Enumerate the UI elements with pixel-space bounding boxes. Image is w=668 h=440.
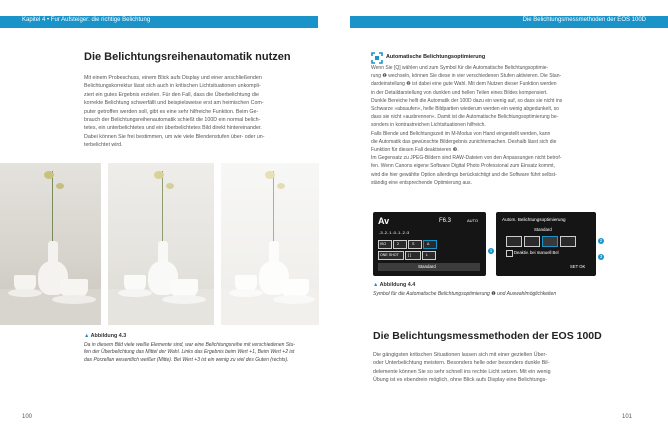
tip-line: Im Gegensatz zu JPEG-Bildern sind RAW-Dateien von den Anpassungen nicht betrof- (371, 155, 562, 162)
section-header-text: Die Belichtungsmessmethoden der EOS 100D (522, 17, 646, 23)
lcd-cell-label: L (426, 253, 428, 257)
disable-checkbox (506, 250, 513, 257)
tip-line: Funktion für diesen Fall deaktivieren ❸. (371, 147, 459, 154)
tip-line: dardeinstellung ❷ ist dabei eine gute Wahl. Mit dem Nutzen dieser Funktion werden (371, 81, 557, 88)
selected-level-label: Standard (534, 227, 552, 232)
left-page-number: 100 (22, 414, 33, 420)
right-body-text (373, 351, 608, 385)
auto-lighting-optimizer-cell (423, 240, 437, 249)
body-line: delemente können Sie so sehr schnell ins rechte Licht setzen. Mit ein wenig (373, 368, 551, 375)
exposure-photo-plus3 (221, 163, 319, 325)
body-line: ziert ein gutes Ergebnis erzielen. Für den Fall, dass die Überbelichtung die (84, 91, 259, 98)
body-line: brauch der Belichtungsreihenautomatik schießt die 100D ein normal belich- (84, 117, 261, 124)
figure-4-4-caption-title (373, 282, 415, 288)
iso-value: AUTO (467, 218, 479, 223)
body-line: Die gängigsten kritischen Situationen lassen sich mit einer gezielten Über- (373, 352, 548, 358)
caption-line: das Porzellan wesentlich weißer (Mitte). Bei Wert +3 ist ein wenig zu viel des Guten (rechts). (84, 356, 289, 363)
figure-caption-title (84, 333, 126, 339)
section-header-bar (350, 16, 668, 28)
caption-marker-icon: ▲ (84, 333, 90, 339)
lcd-cell (393, 240, 407, 249)
right-page-number: 101 (622, 414, 633, 420)
tip-line: sonders in kontrastreichen Lichtsituationen hilfreich. (371, 122, 486, 129)
body-line: puter getroffen werden soll, gibt es eine sehr hilfreiche Funktion. Beim Ge- (84, 108, 259, 115)
body-line: tetes, ein unterbelichtetes und ein überbelichtetes Bild direkt hintereinander. (84, 125, 262, 132)
body-line: korrekte Belichtung schwerfällt und beispielsweise erst am heimischen Com- (84, 100, 264, 107)
screen-title: Autom. Belichtungsoptimierung (502, 217, 566, 222)
tip-line: Falls Blende und Belichtungszeit im M-Modus von Hand eingestellt werden, kann (371, 130, 551, 137)
lcd-cell-label: A (427, 242, 430, 246)
tip-line: ständig eine entsprechende Optimierung aus. (371, 179, 472, 186)
lcd-cell (405, 251, 421, 260)
exposure-photo-plus1 (0, 163, 101, 325)
tip-line: wird die hier gewählte Option allerdings berücksichtigt und die Software führt selbst- (371, 171, 557, 178)
lcd-cell-label: ISO (380, 242, 387, 246)
lcd-cell (378, 251, 404, 260)
tip-line: fen. Wenn Canons eigene Software Digital Photo Professional zum Einsatz kommt, (371, 163, 555, 170)
picture-style-bar (378, 263, 480, 271)
left-page-title: Die Belichtungsreihenautomatik nutzen (84, 51, 291, 63)
figure-caption-text (84, 342, 316, 364)
figure-caption-label: Abbildung 4.4 (379, 282, 416, 288)
body-line: oder Unterbelichtung meistern. Besonders helle oder besonders dunkle Bil- (373, 360, 550, 367)
lcd-cell-label: 2 (397, 242, 399, 246)
exposure-scale: -3..2..1..0..1..2.:3 (379, 230, 410, 235)
camera-quick-control-screen (373, 212, 486, 276)
checkbox-label: Deaktiv. bei manuell Bel (514, 250, 559, 255)
lcd-cell-label: S (412, 242, 415, 246)
lcd-cell (422, 251, 436, 260)
lcd-cell-label: [ ] (408, 253, 411, 257)
level-strong-option (560, 236, 576, 247)
tip-line: in der Detaildarstellung von dunklen und hellen Teilen eines Bildes kompensiert. (371, 89, 548, 96)
picture-style-label: Standard (418, 264, 436, 269)
tip-box-icon (371, 51, 383, 63)
callout-3-icon: 3 (599, 254, 603, 259)
body-line: Belichtungskorrektur lässt sich auch in kritischen Lichtsituationen unkompli- (84, 83, 261, 90)
aperture-value: F6.3 (439, 218, 452, 224)
figure-4-4-caption-text: Symbol für die Automatische Belichtungsoptimierung ❶ und Auswahlmöglichkeiten (373, 291, 557, 297)
shooting-mode-label: Av (378, 216, 390, 226)
caption-line: fen der Überbelichtung das Mittel der Wahl. Links das Ergebnis beim Wert +1, Beim Wert +2 ist (84, 349, 295, 356)
level-low-option (524, 236, 540, 247)
tip-line: Schwarze »absaufen«, helle Bildpartien wiederum werden ein wenig abgedunkelt, so (371, 106, 559, 113)
right-page-title: Die Belichtungsmessmethoden der EOS 100D (373, 330, 602, 342)
tip-line: die Automatik das gewünschte Bildergebnis zunichtemachen. Deshalb lässt sich die (371, 138, 557, 145)
callout-2-icon: 2 (599, 238, 603, 243)
tip-line: Dunkle Bereiche hellt die Automatik der 100D dazu ein wenig auf, so dass sie nicht ins (371, 97, 563, 104)
set-ok-label: SET OK (570, 264, 586, 269)
lcd-cell (408, 240, 422, 249)
body-line: Dabei können Sie frei bestimmen, um wie viele Blendenstufen über- oder un- (84, 133, 265, 140)
figure-caption-label: Abbildung 4.3 (90, 333, 127, 339)
caption-line: Da in diesem Bild viele weiße Elemente sind, war eine Belichtungsreihe mit verschiedenen Stu- (84, 342, 295, 348)
chapter-header-bar (0, 16, 318, 28)
level-off-option (506, 236, 522, 247)
chapter-header-text: Kapitel 4 • Fur Aufsteiger: die richtige Belichtung (22, 17, 151, 23)
exposure-photo-plus2 (108, 163, 214, 325)
lcd-cell-label: ONE SHOT (380, 253, 399, 257)
lcd-cell (378, 240, 392, 249)
caption-marker-icon: ▲ (373, 282, 379, 288)
tip-line: rung ❶ wechseln, können Sie diese in vier verschiedenen Stufen aktivieren. Die Stan- (371, 73, 562, 80)
body-line: Übung ist es ebendrein möglich, ohne Blick aufs Display eine Belichtungs- (373, 377, 548, 384)
tip-box-text (371, 64, 606, 187)
tip-line: Wenn Sie [Q] wählen und zum Symbol für die Automatische Belichtungsoptimie- (371, 65, 549, 71)
level-standard-option (542, 236, 558, 247)
body-line: Mit einem Probeschuss, einem Blick aufs Display und einer anschließenden (84, 75, 262, 81)
tip-box-title: Automatische Belichtungsoptimierung (386, 54, 486, 60)
body-line: terbelichtet wird. (84, 142, 123, 149)
auto-lighting-optimizer-screen (496, 212, 596, 276)
callout-1-icon: 1 (489, 248, 493, 253)
tip-line: dass sie nicht »ausbrennen«. Damit ist die Automatische Belichtungsoptimierung be- (371, 114, 559, 121)
left-body-text (84, 74, 316, 150)
